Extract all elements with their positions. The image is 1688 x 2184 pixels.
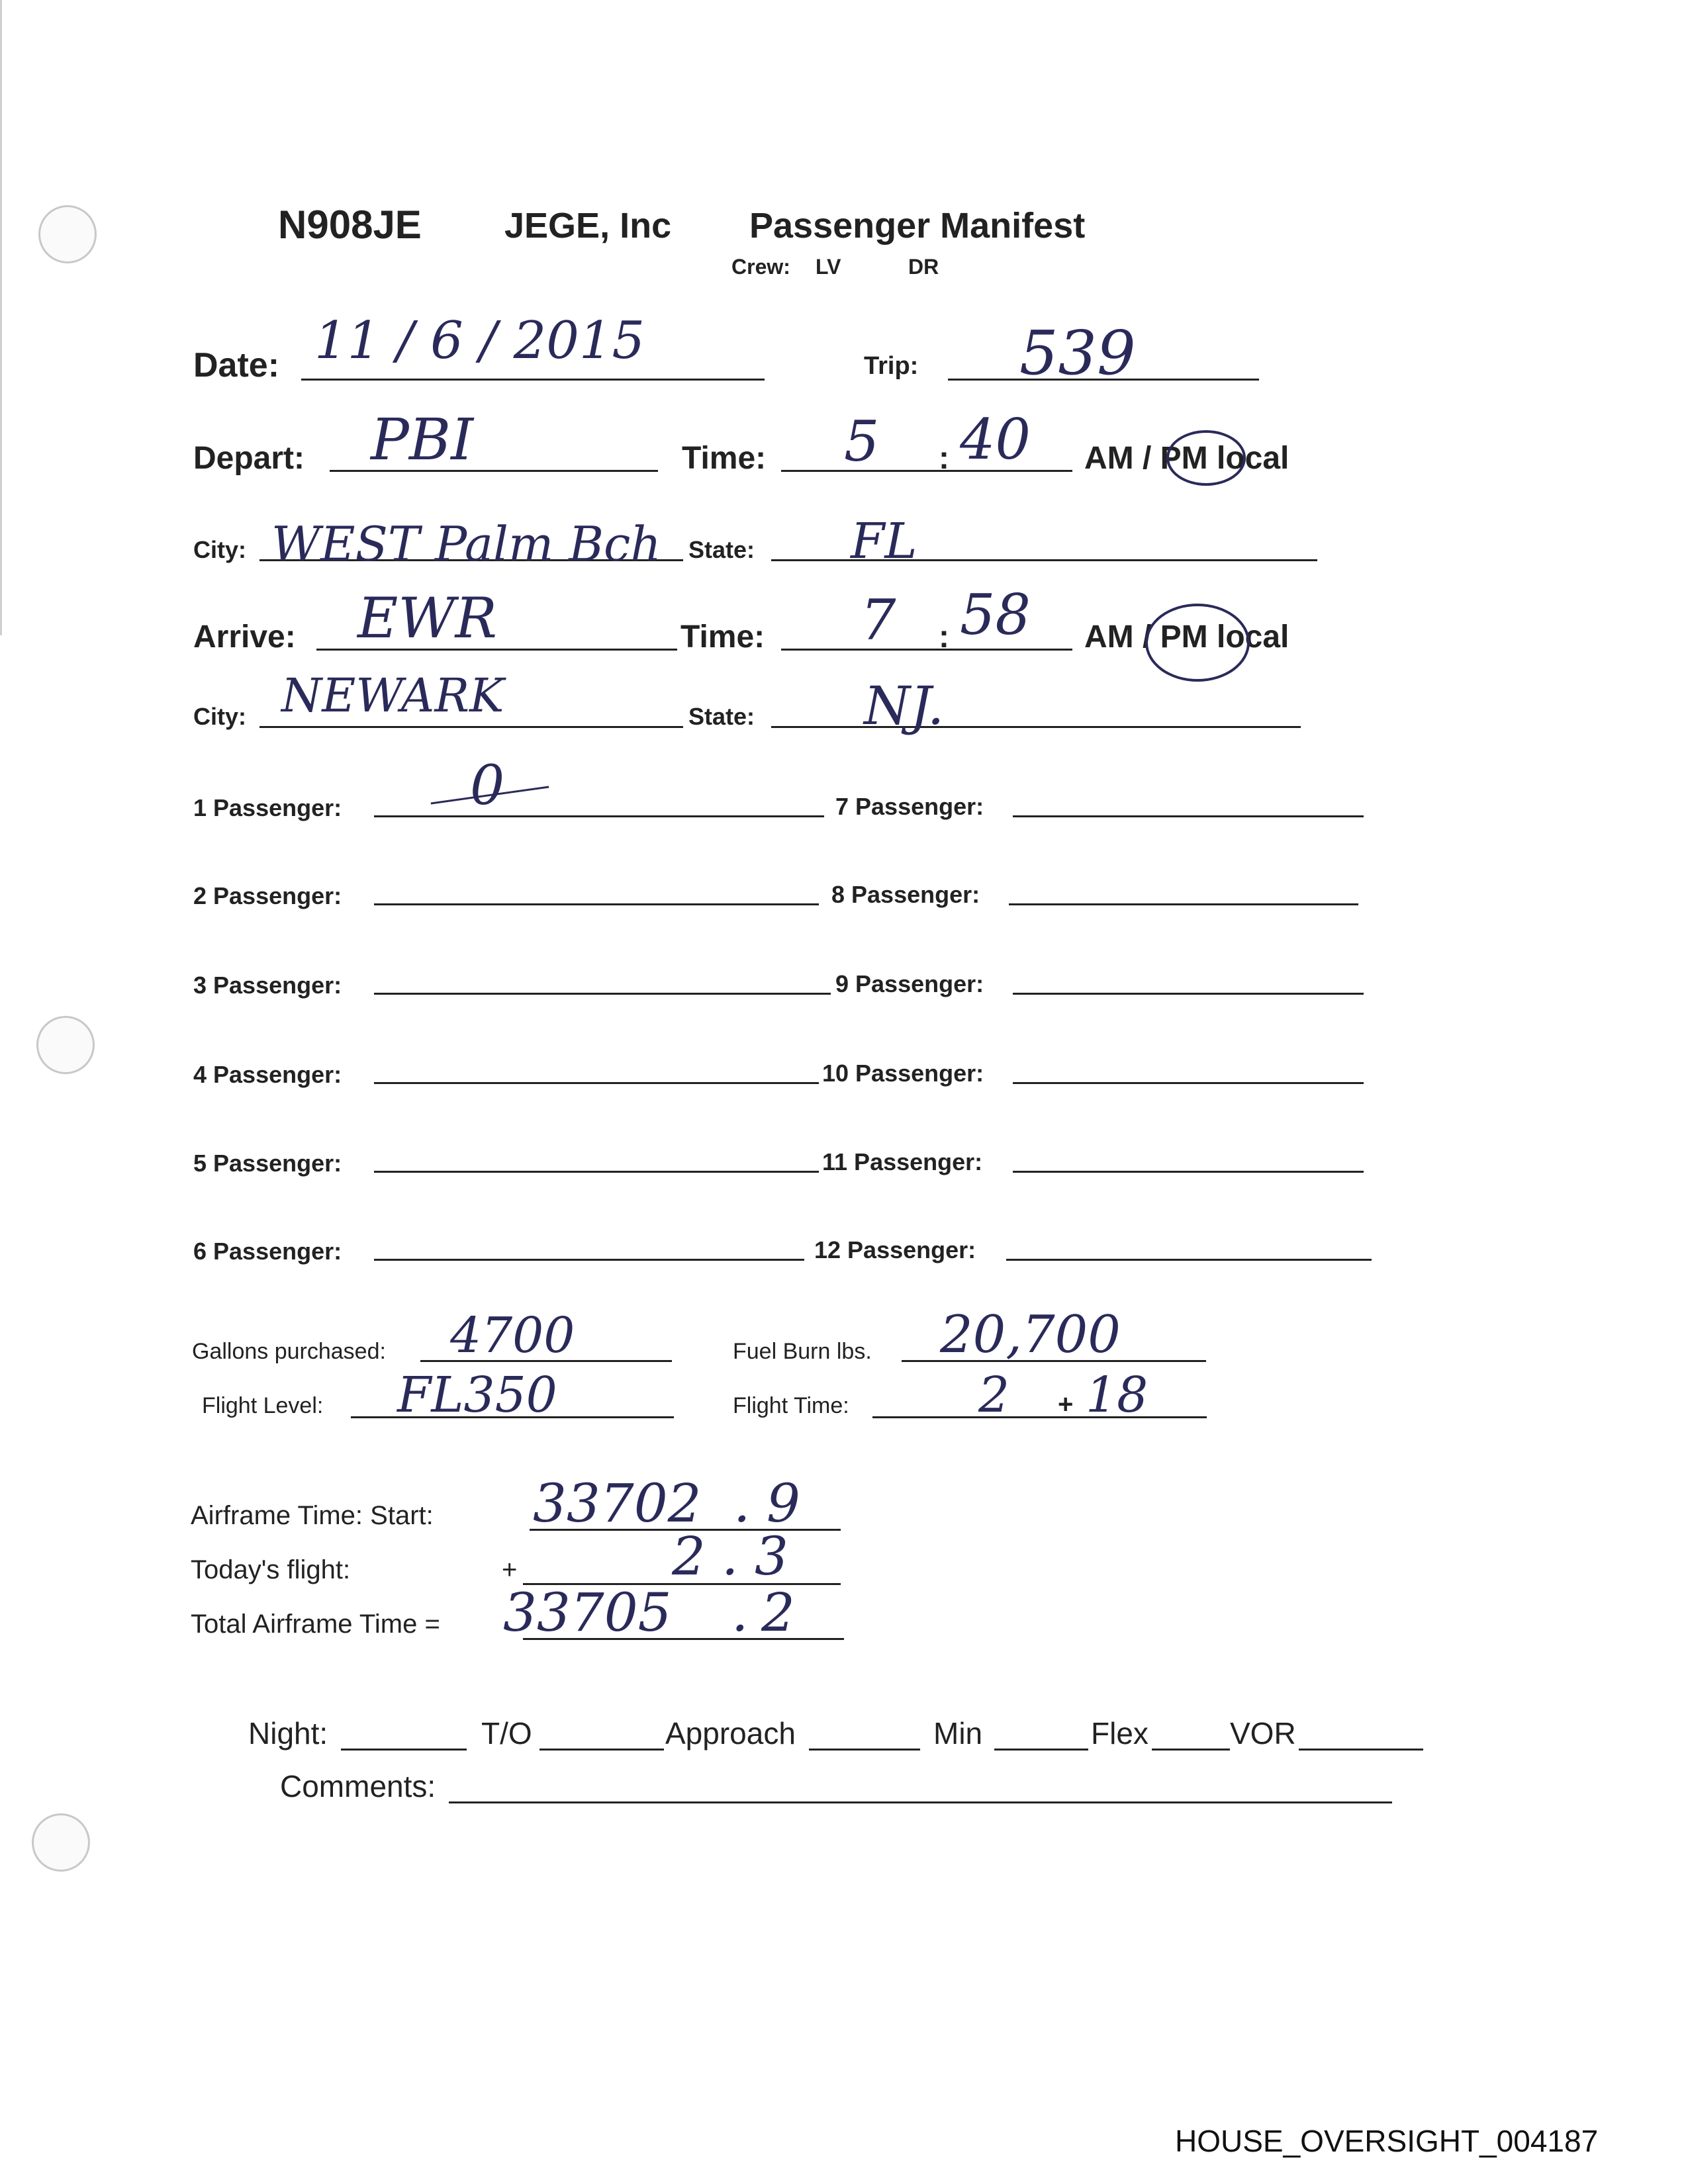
date-label: Date: [193,346,280,385]
flight-time-minutes-field[interactable]: 18 [1086,1367,1149,1424]
passenger-1-field[interactable]: 0 [470,754,505,817]
total-airframe-tenth-field[interactable]: 2 [761,1582,795,1643]
todays-flight-label: Today's flight: [191,1555,351,1584]
trip-number-field[interactable]: 539 [1019,318,1136,388]
arrive-city-line [259,726,683,728]
night-label: Night: [248,1716,328,1751]
vor-label: VOR [1230,1716,1296,1751]
passenger-11-line[interactable] [1013,1171,1364,1173]
todays-flight-plus: + [502,1555,518,1584]
date-line [301,379,765,381]
date-field[interactable]: 11 / 6 / 2015 [314,311,645,371]
passenger-6-label: 6 Passenger: [193,1238,342,1265]
passenger-2-line[interactable] [374,903,819,905]
passenger-12-label: 12 Passenger: [814,1236,976,1263]
arrive-city-field[interactable]: NEWARK [281,668,504,723]
passenger-3-line[interactable] [374,993,831,995]
depart-city-label: City: [193,536,246,563]
depart-ampm-label: AM / PM local [1084,441,1289,476]
takeoff-label: T/O [481,1716,532,1751]
todays-flight-tenth-field[interactable]: 3 [755,1525,788,1587]
flight-time-label: Flight Time: [733,1393,849,1418]
passenger-5-line[interactable] [374,1171,819,1173]
flight-level-field[interactable]: FL350 [397,1367,557,1424]
arrive-state-label: State: [688,703,755,730]
form-title: Passenger Manifest [749,206,1086,246]
depart-time-label: Time: [682,441,767,476]
arrive-time-line [781,649,1072,651]
approach-label: Approach [665,1716,796,1751]
scan-edge-shadow [0,0,2,635]
comments-label: Comments: [280,1769,436,1803]
binder-hole-bottom [32,1813,90,1872]
comments-line[interactable] [449,1801,1392,1803]
flight-time-line [872,1416,1207,1418]
vor-line[interactable] [1299,1749,1423,1751]
total-airframe-label: Total Airframe Time = [191,1610,440,1639]
arrive-pm-circle[interactable] [1145,604,1250,682]
todays-flight-whole-field[interactable]: 2 [672,1525,706,1587]
flight-time-hours-field[interactable]: 2 [978,1367,1010,1424]
crew-member-1: LV [816,255,841,279]
passenger-6-line[interactable] [374,1259,804,1261]
arrive-label: Arrive: [193,619,296,655]
binder-hole-top [38,205,97,263]
company-name: JEGE, Inc [504,206,672,246]
arrive-minute-field[interactable]: 58 [960,582,1031,647]
depart-city-field[interactable]: WEST Palm Bch [271,516,661,572]
depart-minute-field[interactable]: 40 [960,407,1031,472]
approach-line[interactable] [809,1749,920,1751]
total-airframe-dot: . [731,1582,749,1643]
gallons-label: Gallons purchased: [192,1339,386,1364]
arrive-airport-field[interactable]: EWR [357,586,497,651]
passenger-8-line[interactable] [1009,903,1358,905]
flex-line[interactable] [1152,1749,1230,1751]
tail-number: N908JE [278,203,422,247]
passenger-7-line[interactable] [1013,815,1364,817]
arrive-city-label: City: [193,703,246,730]
depart-state-field[interactable]: FL [851,513,917,570]
flight-level-label: Flight Level: [202,1393,324,1418]
fuel-burn-label: Fuel Burn lbs. [733,1339,872,1364]
airframe-start-label: Airframe Time: Start: [191,1501,434,1530]
arrive-state-line [771,726,1301,728]
takeoff-line[interactable] [539,1749,664,1751]
passenger-9-label: 9 Passenger: [835,970,984,997]
total-airframe-whole-field[interactable]: 33705 [503,1582,672,1643]
gallons-field[interactable]: 4700 [450,1307,575,1364]
depart-airport-field[interactable]: PBI [371,407,474,473]
passenger-10-label: 10 Passenger: [822,1060,984,1087]
bates-number: HOUSE_OVERSIGHT_004187 [1175,2124,1599,2158]
passenger-2-label: 2 Passenger: [193,882,342,909]
flight-time-plus: + [1058,1390,1074,1419]
airframe-start-tenth-field[interactable]: 9 [767,1473,800,1534]
depart-time-colon: : [939,441,949,476]
min-label: Min [933,1716,983,1751]
arrive-time-colon: : [939,619,949,655]
depart-state-label: State: [688,536,755,563]
arrive-time-label: Time: [680,619,765,655]
airframe-start-whole-field[interactable]: 33702 [533,1473,702,1534]
passenger-1-label: 1 Passenger: [193,794,342,821]
arrive-state-field[interactable]: NJ. [864,675,945,737]
passenger-5-label: 5 Passenger: [193,1150,342,1177]
flex-label: Flex [1091,1716,1149,1751]
fuel-burn-field[interactable]: 20,700 [940,1305,1121,1365]
depart-pm-circle[interactable] [1166,430,1246,486]
passenger-9-line[interactable] [1013,993,1364,995]
todays-flight-dot: . [722,1525,739,1587]
passenger-4-label: 4 Passenger: [193,1061,342,1088]
passenger-10-line[interactable] [1013,1082,1364,1084]
min-line[interactable] [994,1749,1088,1751]
arrive-hour-field[interactable]: 7 [861,588,896,653]
binder-hole-middle [36,1016,95,1074]
crew-label: Crew: [731,255,790,279]
trip-label: Trip: [864,352,919,380]
arrive-ampm-label: AM / PM local [1084,619,1289,655]
passenger-3-label: 3 Passenger: [193,972,342,999]
depart-hour-field[interactable]: 5 [844,409,880,474]
crew-member-2: DR [908,255,939,279]
passenger-12-line[interactable] [1006,1259,1372,1261]
passenger-4-line[interactable] [374,1082,819,1084]
passenger-7-label: 7 Passenger: [835,793,984,820]
passenger-8-label: 8 Passenger: [831,881,980,908]
passenger-11-label: 11 Passenger: [822,1148,983,1175]
airframe-start-dot: . [733,1473,751,1534]
night-line[interactable] [341,1749,467,1751]
depart-label: Depart: [193,441,305,476]
passenger-1-line [374,815,824,817]
